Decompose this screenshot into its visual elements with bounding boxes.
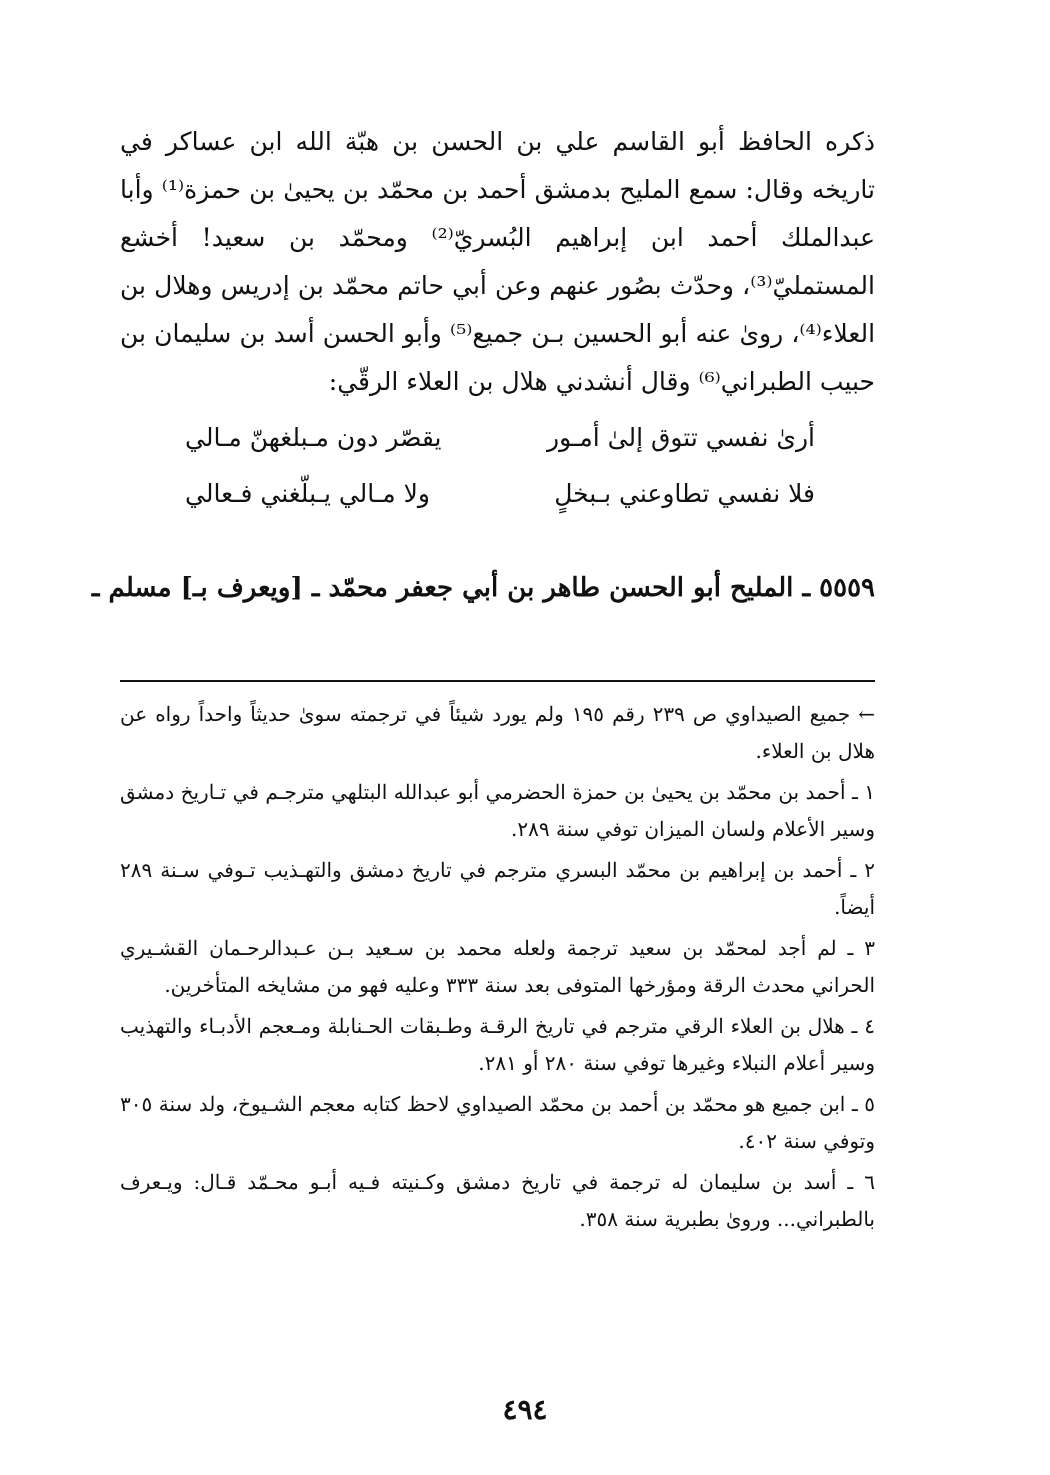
book-page [91,118,876,1242]
verse-first-hemistich: أریٰ نفسي تتوق إلیٰ أمـور [547,423,815,452]
entry-heading: ٥٥٥٩ ـ المليح أبو الحسن طاهر بن أبي جعفر محمّد ـ [ويعرف بـ] مسلم ـ [91,573,875,603]
main-paragraph: ذكره الحافظ أبو القاسم علي بن الحسن بن هبّة الله ابن عساكر في تاريخه وقال: سمع المليح بدمشق أحمد بن محمّد بن يحيىٰ بن حمزة⁽¹⁾ وأبا عبدالملك أحمد ابن إبراهيم البُسريّ⁽²⁾ ومحمّد بن سعيد! أخشع المستمليّ⁽³⁾، وحدّث بصُور عنهم وعن أبي حاتم محمّد بن إدريس وهلال بن العلاء⁽⁴⁾، رویٰ عنه أبو الحسين بـن جميع⁽⁵⁾ وأبو الحسن أسد بن سليمان بن حبيب الطبراني⁽⁶⁾ وقال أنشدني هلال بن العلاء الرقّي: [120,127,876,396]
footnote: ٦ ـ أسد بن سليمان له ترجمة في تاريخ دمشق وكـنيته فـيه أبـو محـمّد قـال: ويـعرف بالطبراني... وروىٰ بطبرية سنة ٣٥٨. [120,1170,875,1231]
poem [185,412,815,524]
main-text [120,118,875,406]
footnote: ٣ ـ لم أجد لمحمّد بن سعيد ترجمة ولعله محمد بن سـعيد بـن عـبدالرحـمان القشـيري الحراني محدث الرقة ومؤرخها المتوفی بعد سنة ٣٣٣ وعليه فهو من مشايخه المتأخرين. [120,936,875,997]
poem-verse [185,468,815,524]
verse-second-hemistich: ولا مـالي يـبلّغني فـعالي [185,479,430,508]
footnote: ← جميع الصيداوي ص ٢٣٩ رقم ١٩٥ ولم يورد شيئاً في ترجمته سویٰ حديثاً واحداً رواه عن هلال بن العلاء. [120,702,875,763]
footnote-divider [120,680,875,682]
footnote: ١ ـ أحمد بن محمّد بن يحيیٰ بن حمزة الحضرمي أبو عبدالله البتلهي مترجـم في تـاريخ دمشق وسير الأعلام ولسان الميزان توفي سنة ٢٨٩. [120,780,875,841]
page-number: ٤٩٤ [502,1393,548,1426]
footnote: ٥ ـ ابن جميع هو محمّد بن أحمد بن محمّد الصيداوي لاحظ كتابه معجم الشـيوخ، ولد سنة ٣٠٥ وتوفي سنة ٤٠٢. [120,1092,876,1153]
verse-second-hemistich: يقصّر دون مـبلغهنّ مـالي [185,423,442,452]
footnote: ٤ ـ هلال بن العلاء الرقي مترجم في تاريخ الرقـة وطـبقات الحـنابلة ومـعجم الأدبـاء والتهذيب وسير أعلام النبلاء وغيرها توفي سنة ٢٨٠ أو ٢٨١. [120,1014,875,1075]
verse-first-hemistich: فلا نفسي تطاوعني بـبخلٍ [554,479,815,508]
footnote: ٢ ـ أحمد بن إبراهيم بن محمّد البسري مترجم في تاريخ دمشق والتهـذيب تـوفي سـنة ٢٨٩ أيضاً. [120,858,875,919]
poem-verse [185,412,815,468]
footnotes [120,696,875,1238]
